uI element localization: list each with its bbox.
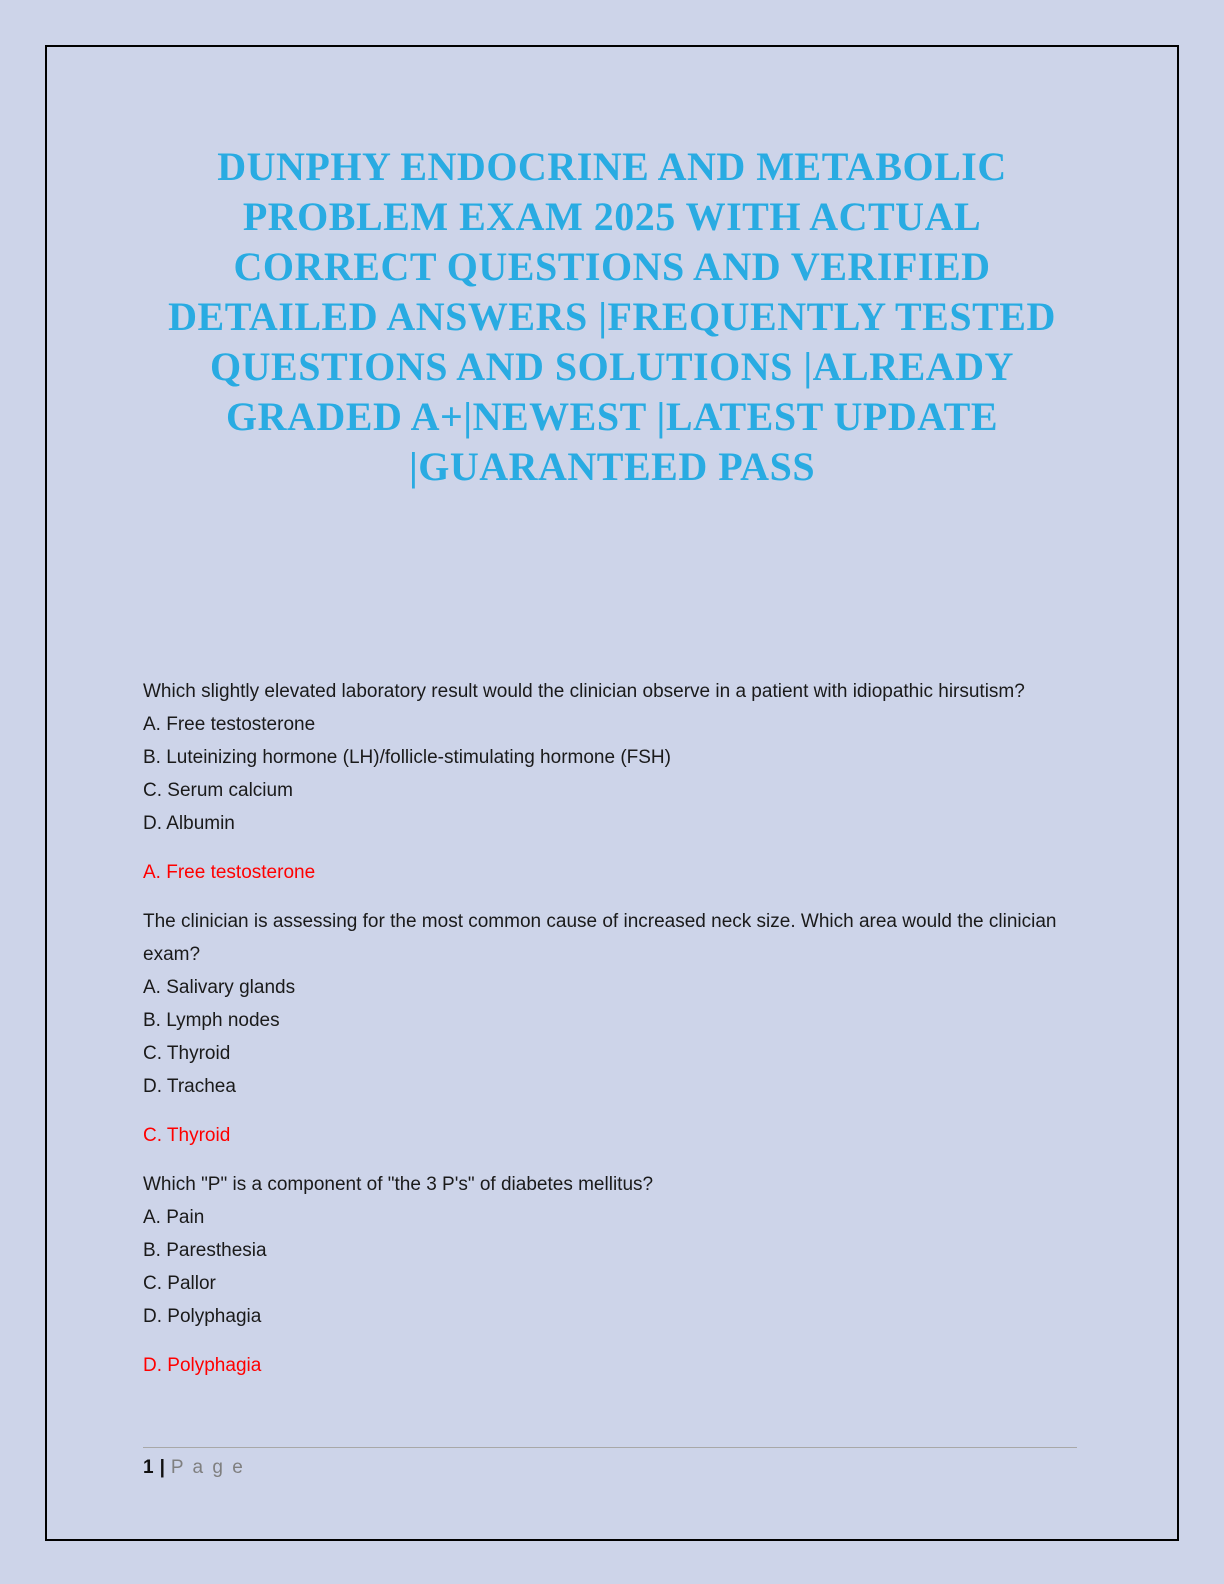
answer-option: A. Salivary glands: [143, 977, 296, 998]
question-text: Which slightly elevated laboratory result would the clinician observe in a patient with idiopathic hirsutism?: [143, 681, 1025, 702]
page-border: [45, 45, 1179, 1541]
answer-option: A. Pain: [143, 1207, 205, 1228]
answer-option: D. Polyphagia: [143, 1306, 262, 1327]
question-block: [143, 675, 1067, 889]
answer-option: B. Lymph nodes: [143, 1010, 280, 1031]
answer-option: D. Albumin: [143, 813, 235, 834]
answer-option: A. Free testosterone: [143, 714, 316, 735]
answer-option: C. Pallor: [143, 1273, 216, 1294]
answer-option: D. Trachea: [143, 1076, 236, 1097]
question-text: The clinician is assessing for the most common cause of increased neck size. Which area would the clinician exam?: [143, 911, 1057, 965]
answer-option: C. Thyroid: [143, 1043, 231, 1064]
correct-answer: A. Free testosterone: [143, 862, 316, 883]
page-number: 1: [143, 1457, 154, 1478]
document-body: [143, 675, 1067, 1382]
footer-label: P a g e: [170, 1457, 245, 1478]
footer-separator: |: [159, 1457, 165, 1478]
answer-option: C. Serum calcium: [143, 780, 293, 801]
question-block: [143, 905, 1067, 1152]
answer-option: B. Paresthesia: [143, 1240, 267, 1261]
correct-answer: C. Thyroid: [143, 1125, 231, 1146]
question-block: [143, 1168, 1067, 1382]
question-text: Which "P" is a component of "the 3 P's" of diabetes mellitus?: [143, 1174, 654, 1195]
answer-option: B. Luteinizing hormone (LH)/follicle-stimulating hormone (FSH): [143, 747, 671, 768]
document-title: DUNPHY ENDOCRINE AND METABOLIC PROBLEM EXAM 2025 WITH ACTUAL CORRECT QUESTIONS AND VERIFIED DETAILED ANSWERS |FREQUENTLY TESTED QUESTIONS AND SOLUTIONS |ALREADY GRADED A+|NEWEST |LATEST UPDATE |GUARANTEED PASS: [168, 144, 1056, 489]
page-footer: [143, 1447, 1077, 1479]
correct-answer: D. Polyphagia: [143, 1355, 262, 1376]
